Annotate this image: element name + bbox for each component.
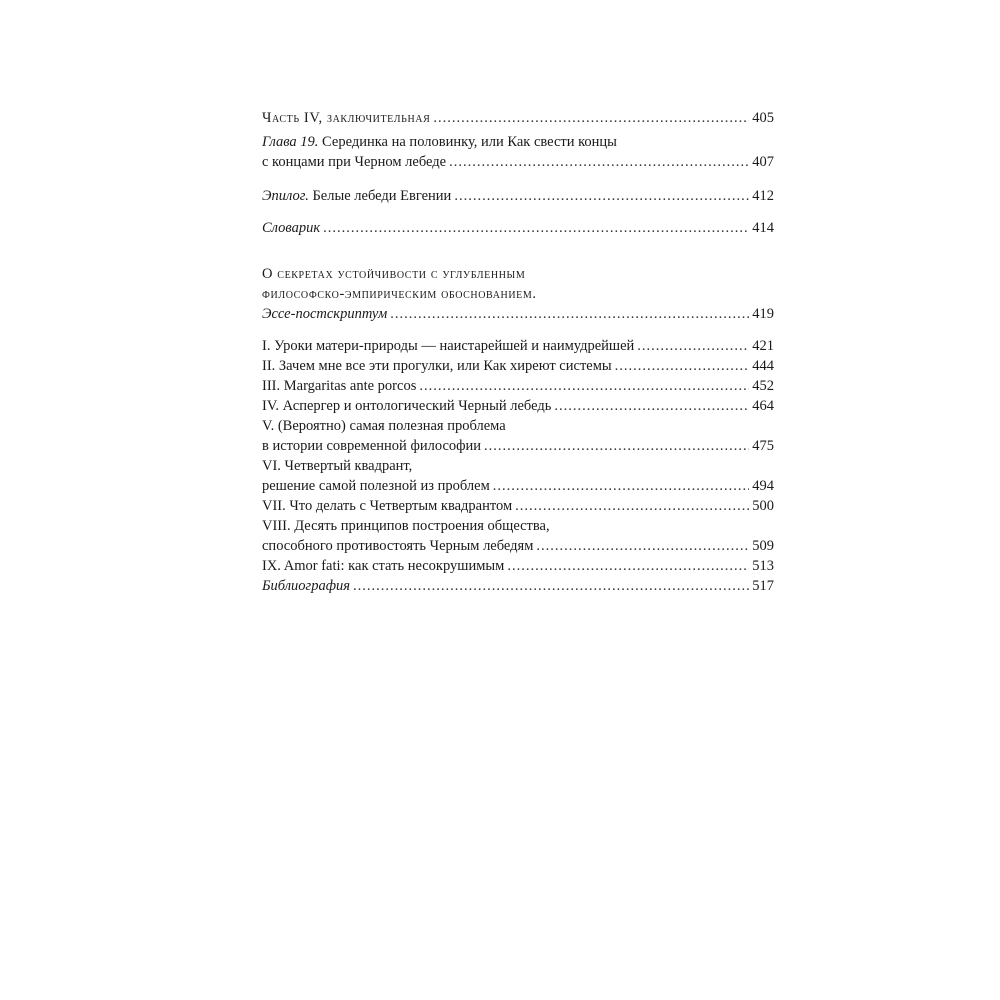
- dot-leader: [353, 576, 749, 596]
- toc-entry-glossary[interactable]: [262, 218, 774, 238]
- essay-sections: [262, 336, 774, 596]
- page-number: 509: [752, 538, 774, 554]
- dot-leader: [390, 304, 749, 324]
- dot-leader: [507, 556, 749, 576]
- toc-entry-part4[interactable]: [262, 108, 774, 128]
- essay-subtitle-row: [262, 304, 774, 324]
- page-number: 494: [752, 478, 774, 494]
- essay-subtitle: Эссе-постскриптум: [262, 306, 388, 322]
- dot-leader: [554, 396, 749, 416]
- essay-heading-line1: О секретах устойчивости с углубленным: [262, 266, 526, 282]
- page-number: 500: [752, 498, 774, 514]
- epilogue-label: Эпилог.: [262, 188, 309, 204]
- chapter19-line1: Глава 19. Серединка на половинку, или Как свести концы: [262, 134, 617, 150]
- page-number: 421: [752, 338, 774, 354]
- dot-leader: [484, 436, 749, 456]
- page-number: 407: [752, 154, 774, 170]
- page-number: 513: [752, 558, 774, 574]
- glossary-label: Словарик: [262, 220, 321, 236]
- page-number: 419: [752, 306, 774, 322]
- dot-leader: [637, 336, 749, 356]
- toc-entry-chapter19[interactable]: [262, 132, 774, 172]
- page-number: 452: [752, 378, 774, 394]
- table-of-contents: [262, 108, 774, 596]
- toc-entry-section-2[interactable]: II. Зачем мне все эти прогулки, или Как хиреют системы ..... 444: [262, 356, 774, 376]
- dot-leader: [515, 496, 749, 516]
- dot-leader: [536, 536, 749, 556]
- toc-entry-section-4[interactable]: IV. Аспергер и онтологический Черный лебедь ..... 464: [262, 396, 774, 416]
- page-number: 444: [752, 358, 774, 374]
- toc-entry-section-5[interactable]: V. (Вероятно) самая полезная проблема в истории современной философии ..... 475: [262, 416, 774, 456]
- page-number: 475: [752, 438, 774, 454]
- essay-heading-line2: философско-эмпирическим обоснованием.: [262, 286, 537, 302]
- toc-entry-section-9[interactable]: IX. Amor fati: как стать несокрушимым ..... 513: [262, 556, 774, 576]
- toc-entry-section-7[interactable]: VII. Что делать с Четвертым квадрантом ..... 500: [262, 496, 774, 516]
- dot-leader: [449, 152, 749, 172]
- dot-leader: [323, 218, 749, 238]
- dot-leader: [419, 376, 749, 396]
- bibliography-label: Библиография: [262, 578, 350, 594]
- dot-leader: [615, 356, 750, 376]
- toc-entry-bibliography[interactable]: [262, 576, 774, 596]
- dot-leader: [433, 108, 749, 128]
- toc-entry-essay[interactable]: [262, 264, 774, 324]
- dot-leader: [493, 476, 749, 496]
- toc-entry-section-8[interactable]: VIII. Десять принципов построения общества, способного противостоять Черным лебедям ..... 509: [262, 516, 774, 556]
- dot-leader: [454, 186, 749, 206]
- page-number: 414: [752, 220, 774, 236]
- toc-entry-section-6[interactable]: VI. Четвертый квадрант, решение самой полезной из проблем ..... 494: [262, 456, 774, 496]
- part4-title: Часть IV, заключительная: [262, 110, 431, 126]
- toc-entry-epilogue[interactable]: Эпилог. Белые лебеди Евгении ..... 412: [262, 186, 774, 206]
- chapter19-label: Глава 19.: [262, 134, 319, 150]
- page-number: 405: [752, 110, 774, 126]
- toc-entry-section-3[interactable]: III. Margaritas ante porcos ..... 452: [262, 376, 774, 396]
- chapter19-line2: с концами при Черном лебеде ..... 407: [262, 152, 774, 172]
- page-number: 412: [752, 188, 774, 204]
- toc-entry-section-1[interactable]: I. Уроки матери-природы — наистарейшей и наимудрейшей ..... 421: [262, 336, 774, 356]
- page-number: 517: [752, 578, 774, 594]
- page-number: 464: [752, 398, 774, 414]
